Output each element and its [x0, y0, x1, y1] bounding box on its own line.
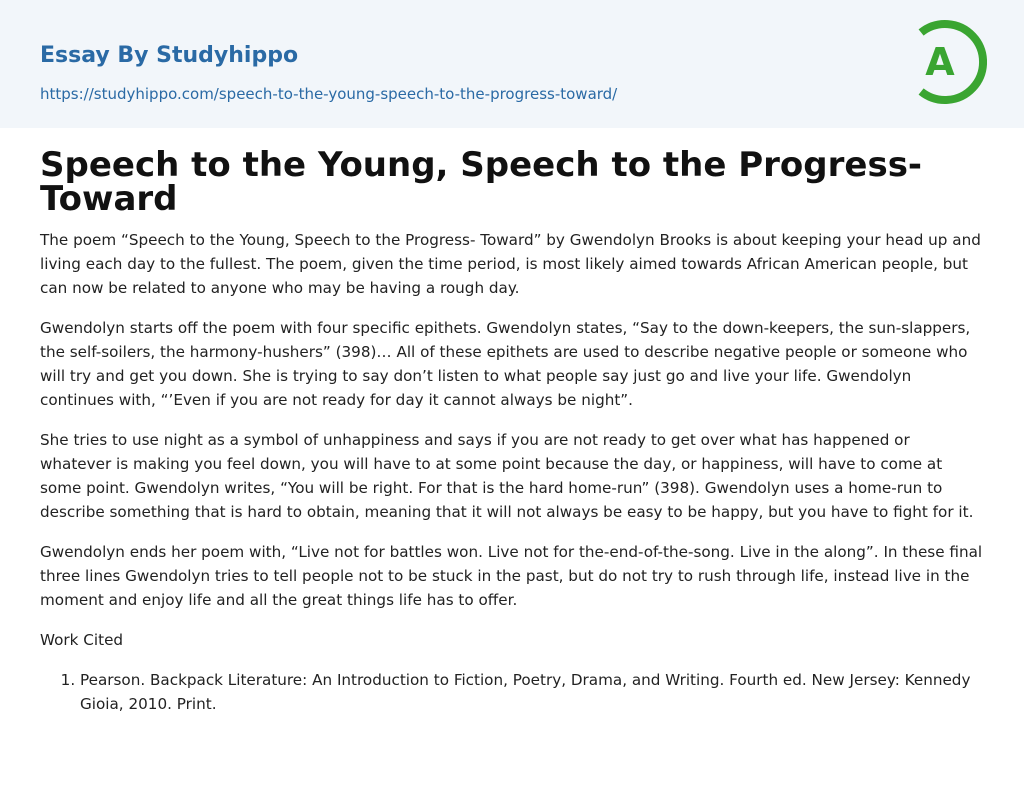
- works-cited-heading: Work Cited: [40, 631, 124, 649]
- article-title: Speech to the Young, Speech to the Progress-Toward: [40, 145, 923, 219]
- article-paragraph-1: The poem “Speech to the Young, Speech to the Progress- Toward” by Gwendolyn Brooks is about keeping your head up and living each day to the fullest. The poem, given the time period, is most likely aimed towards African American people, but can now be related to anyone who may be having a rough day.: [40, 231, 981, 297]
- site-brand: Essay By Studyhippo: [40, 43, 299, 68]
- citations-list: [40, 668, 984, 716]
- article-paragraph-2: Gwendolyn starts off the poem with four specific epithets. Gwendolyn states, “Say to the down-keepers, the sun-slappers, the self-soilers, the harmony-hushers” (398)… All of these epithets are used to describe negative people or someone who will try and get you down. She is trying to say don’t listen to what people say just go and live your life. Gwendolyn continues with, “’Even if you are not ready for day it cannot always be night”.: [40, 319, 971, 409]
- article-paragraph-3: She tries to use night as a symbol of unhappiness and says if you are not ready to get over what has happened or whatever is making you feel down, you will have to at some point because the day, or happiness, will have to come at some point. Gwendolyn writes, “You will be right. For that is the hard home-run” (398). Gwendolyn uses a home-run to describe something that is hard to obtain, meaning that it will not always be easy to be happy, but you have to fight for it.: [40, 431, 974, 521]
- citation-item: 1. Pearson. Backpack Literature: An Introduction to Fiction, Poetry, Drama, and Writing. Fourth ed. New Jersey: Kennedy Gioia, 2010. Print.: [80, 668, 984, 716]
- studyhippo-logo-icon: [911, 19, 987, 105]
- article: [0, 145, 1024, 716]
- logo-letter: A: [925, 40, 955, 84]
- site-header: [0, 0, 1024, 128]
- essay-url-link[interactable]: https://studyhippo.com/speech-to-the-young-speech-to-the-progress-toward/: [40, 85, 618, 103]
- article-paragraph-4: Gwendolyn ends her poem with, “Live not for battles won. Live not for the-end-of-the-song. Live in the along”. In these final three lines Gwendolyn tries to tell people not to be stuck in the past, but do not try to rush through life, instead live in the moment and enjoy life and all the great things life has to offer.: [40, 543, 983, 609]
